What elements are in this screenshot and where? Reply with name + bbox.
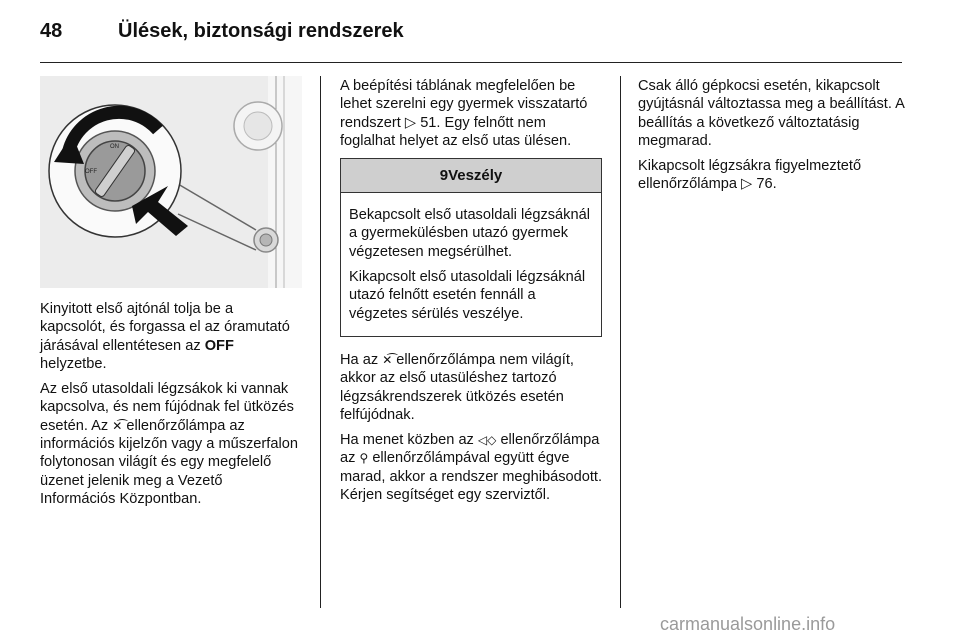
instruction-paragraph: Kinyitott első ajtónál tolja be a kapcsolót, és forgassa el az óramutató járásával ellentétesen az OFF helyzetbe. <box>40 301 290 372</box>
watermark: carmanualsonline.info <box>660 614 836 634</box>
airbag-off-paragraph: Az első utasoldali légzsákok ki vannak kapcsolva, és nem fújódnak fel ütközés esetén. Az ✕͡ ellenőrzőlámpa az információs kijelzőn vagy a műszerfalon folytonosan világít és egy megfelelő üzenet jelenik meg a Vezető Információs Központban. <box>40 381 298 507</box>
airbag-switch-illustration <box>40 76 302 288</box>
switch-off-label: OFF <box>85 169 97 175</box>
warning-lamp-paragraph: Kikapcsolt légzsákra figyelmeztető ellenőrzőlámpa ▷ 76. <box>638 158 862 193</box>
illustration-svg <box>40 76 302 288</box>
page-ref-76[interactable]: 76 <box>756 176 773 193</box>
danger-header <box>341 159 601 193</box>
lamp-off-paragraph: Ha az ✕͡ ellenőrzőlámpa nem világít, akkor az első utasüléshez tartozó légzsákrendszerek ütközés esetén felfújódnak. <box>340 351 574 423</box>
airbag-icon: ◁◇ <box>477 433 497 448</box>
switch-on-label: ON <box>110 144 119 150</box>
arrow-right-icon: ▷ <box>741 176 753 193</box>
header-rule <box>40 62 902 63</box>
malfunction-paragraph: Ha menet közben az ◁◇ ellenőrzőlámpa az ⚲ ellenőrzőlámpával együtt égve marad, akkor a rendszer meghibásodott. Kérjen segítséget egy szerviztől. <box>340 432 603 504</box>
page-header <box>40 20 404 43</box>
page-title: Ülések, biztonsági rendszerek <box>118 20 404 42</box>
danger-text-2: Kikapcsolt első utasoldali légzsáknál utazó felnőtt esetén fennáll a végzetes sérülés veszélye. <box>349 269 586 322</box>
column-2 <box>340 77 602 511</box>
airbag-off-icon: ✕͡ <box>382 352 393 367</box>
child-seat-paragraph: A beépítési táblának megfelelően be lehet szerelni egy gyermek visszatartó rendszert ▷ 51. Egy felnőtt nem foglalhat helyet az első utas ülésen. <box>340 78 588 149</box>
arrow-right-icon: ▷ <box>404 114 417 131</box>
column-3 <box>638 77 906 201</box>
setting-paragraph: Csak álló gépkocsi esetén, kikapcsolt gyújtásnál változtassa meg a beállítást. A beállítás a következő változtatásig megmarad. <box>638 78 905 149</box>
airbag-off-icon: ✕͡ <box>112 418 123 433</box>
column-1 <box>40 300 302 515</box>
page-number: 48 <box>40 20 63 42</box>
danger-box <box>340 158 602 337</box>
column-divider-1 <box>320 76 321 608</box>
seatbelt-icon: ⚲ <box>359 451 369 466</box>
danger-title: Veszély <box>448 167 503 185</box>
off-position: OFF <box>204 337 234 354</box>
warning-triangle-icon: 9 <box>439 167 449 185</box>
page-ref-51[interactable]: 51 <box>420 114 437 131</box>
danger-text-1: Bekapcsolt első utasoldali légzsáknál a gyermekülésben utazó gyermek végzetesen megsérülhet. <box>349 207 590 260</box>
column-divider-2 <box>620 76 621 608</box>
